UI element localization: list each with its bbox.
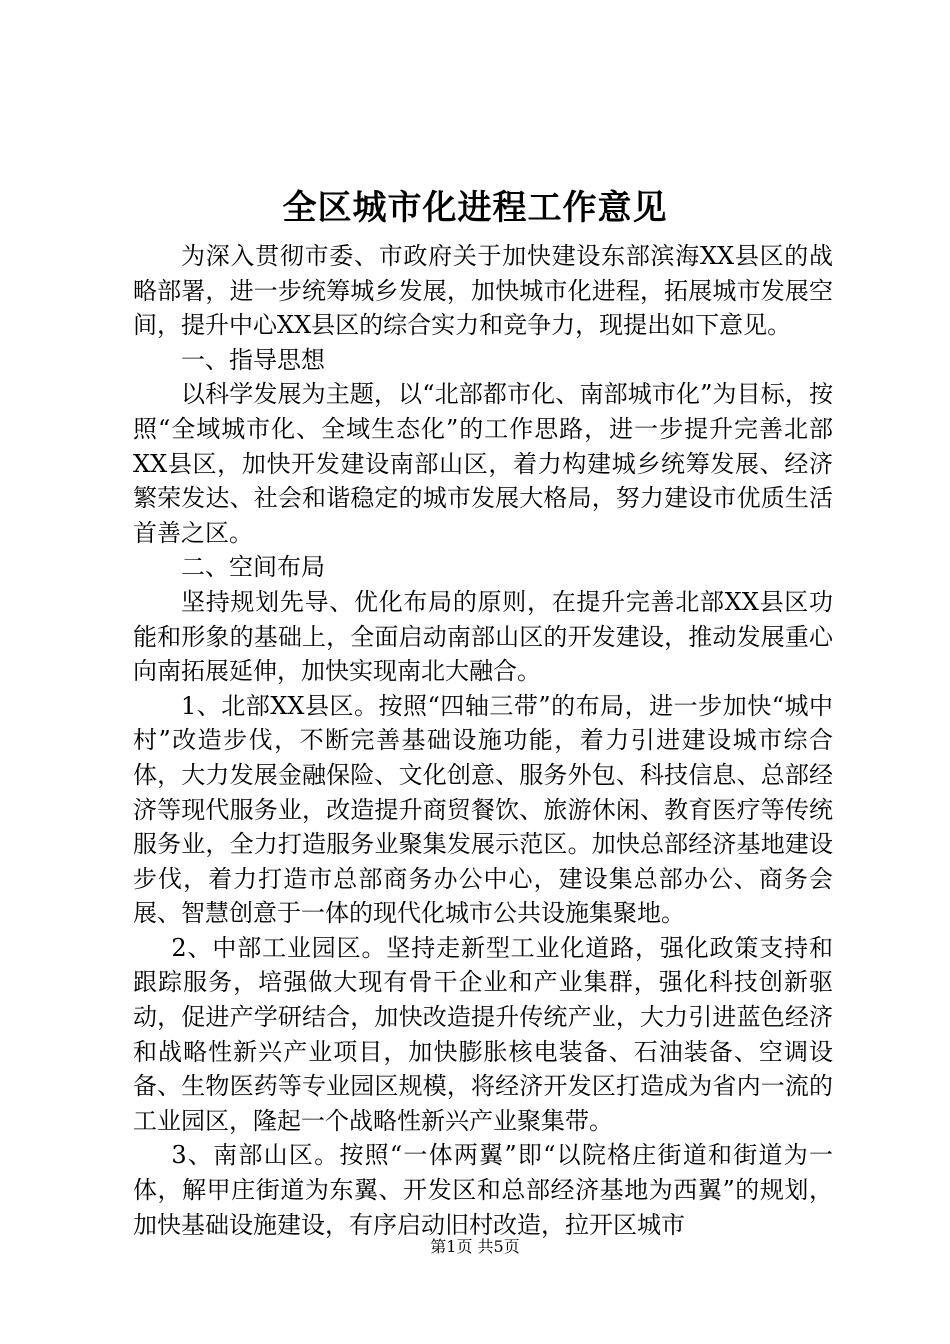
- section-heading-guiding-thought: 一、指导思想: [181, 345, 325, 374]
- spatial-layout-paragraph: 坚持规划先导、优化布局的原则，在提升完善北部XX县区功能和形象的基础上，全面启动南部山区的开发建设，推动发展重心向南拓展延伸，加快实现南北大融合。: [133, 587, 833, 686]
- guiding-thought-paragraph: 以科学发展为主题，以“北部都市化、南部城市化”为目标，按照“全域城市化、全域生态化”的工作思路，进一步提升完善北部XX县区，加快开发建设南部山区，着力构建城乡统筹发展、经济繁荣发达、社会和谐稳定的城市发展大格局，努力建设市优质生活首善之区。: [133, 380, 833, 547]
- section-heading-spatial-layout: 二、空间布局: [181, 553, 325, 582]
- document-title: 全区城市化进程工作意见: [282, 188, 668, 228]
- central-industrial-park-paragraph: 2、中部工业园区。坚持走新型工业化道路，强化政策支持和跟踪服务，培强做大现有骨干企业和产业集群，强化科技创新驱动，促进产学研结合，加快改造提升传统产业，大力引进蓝色经济和战略性新兴产业项目，加快膨胀核电装备、石油装备、空调设备、生物医药等专业园区规模，将经济开发区打造成为省内一流的工业园区，隆起一个战略性新兴产业聚集带。: [133, 933, 833, 1135]
- northern-district-paragraph: 1、北部XX县区。按照“四轴三带”的布局，进一步加快“城中村”改造步伐，不断完善基础设施功能，着力引进建设城市综合体，大力发展金融保险、文化创意、服务外包、科技信息、总部经济等现代服务业，改造提升商贸餐饮、旅游休闲、教育医疗等传统服务业，全力打造服务业聚集发展示范区。加快总部经济基地建设步伐，着力打造市总部商务办公中心，建设集总部办公、商务会展、智慧创意于一体的现代化城市公共设施集聚地。: [133, 691, 833, 928]
- page-footer: 第1页 共5页: [430, 1237, 520, 1256]
- intro-paragraph: 为深入贯彻市委、市政府关于加快建设东部滨海XX县区的战略部署，进一步统筹城乡发展，加快城市化进程，拓展城市发展空间，提升中心XX县区的综合实力和竞争力，现提出如下意见。: [133, 242, 833, 340]
- southern-mountain-paragraph: 3、南部山区。按照“一体两翼”即“以院格庄街道和街道为一体，解甲庄街道为东翼、开发区和总部经济基地为西翼”的规划，加快基础设施建设，有序启动旧村改造，拉开区城市: [133, 1141, 833, 1239]
- document-body: [133, 239, 833, 1242]
